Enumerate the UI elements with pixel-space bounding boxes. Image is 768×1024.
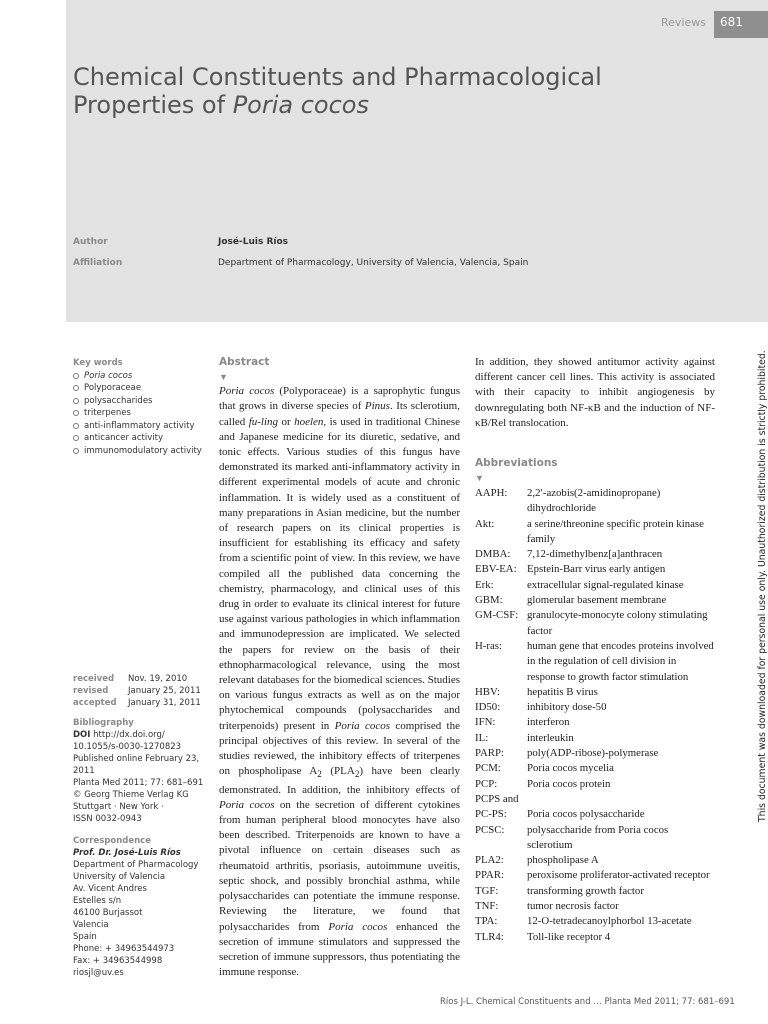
received-date: Nov. 19, 2010: [128, 674, 188, 684]
abbreviation-key: H-ras:: [475, 639, 502, 652]
abbreviation-value: 2,2′-azobis(2-amidinopropane) dihydrochloride: [527, 487, 661, 515]
abbreviation-value: extracellular signal-regulated kinase: [527, 578, 684, 591]
revised-label: revised: [73, 686, 109, 696]
abbreviation-key: PCPS and: [475, 792, 519, 805]
author-label: Author: [73, 237, 108, 247]
bullet-icon: [73, 398, 79, 404]
abbreviations-heading-block: [475, 456, 715, 485]
correspondence-block: [73, 835, 208, 979]
address-line: Valencia: [73, 920, 109, 930]
abbreviation-key: TGF:: [475, 884, 499, 897]
abbreviation-row: [475, 761, 715, 776]
copyright: © Georg Thieme Verlag KG: [73, 790, 189, 800]
fax: Fax: + 34963544998: [73, 956, 163, 966]
abbreviation-key: IL:: [475, 731, 489, 744]
abbreviation-row: [475, 777, 715, 792]
issn: ISSN 0032-0943: [73, 814, 142, 824]
abbreviation-row: [475, 746, 715, 761]
bullet-icon: [73, 385, 79, 391]
abstract-paragraph-continued: In addition, they showed antitumor activity against different cancer cell lines. This activity is associated with their capacity to inhibit angiogenesis by downregulating both NF-κB and the induction of NF-κB/Rel translocation.: [475, 356, 715, 429]
abbreviation-row: [475, 547, 715, 562]
received-label: received: [73, 674, 115, 684]
keyword-item: triterpenes: [73, 407, 208, 420]
abbreviation-value: phospholipase A: [527, 854, 599, 867]
bibliography-block: [73, 717, 208, 825]
page-number: 681: [720, 15, 743, 29]
abbreviation-row: [475, 899, 715, 914]
abbreviation-key: HBV:: [475, 685, 500, 698]
abbreviation-key: GM-CSF:: [475, 609, 519, 622]
correspondence-heading: Correspondence: [73, 836, 151, 846]
abbreviation-value: Poria cocos mycelia: [527, 762, 614, 775]
keyword-item: anticancer activity: [73, 432, 208, 445]
abbreviations-heading: Abbreviations: [475, 457, 558, 469]
abbreviation-row: [475, 823, 715, 854]
abbreviation-value: transforming growth factor: [527, 884, 644, 897]
abbreviation-key: IFN:: [475, 716, 496, 729]
affiliation-value: Department of Pharmacology, University of Valencia, Valencia, Spain: [218, 258, 529, 268]
download-notice: This document was downloaded for personal use only. Unauthorized distribution is strictly prohibited.: [757, 350, 768, 822]
header-band: [66, 0, 768, 322]
abbreviation-value: poly(ADP-ribose)-polymerase: [527, 747, 659, 760]
abstract-column: [219, 355, 460, 980]
keyword-item: anti-inflammatory activity: [73, 420, 208, 433]
abbreviation-key: TNF:: [475, 900, 499, 913]
abstract-continued: [475, 355, 715, 431]
email-link[interactable]: riosjl@uv.es: [73, 968, 124, 978]
abbreviation-key: TPA:: [475, 915, 498, 928]
author-value: José-Luis Ríos: [218, 237, 289, 247]
bullet-icon: [73, 373, 79, 379]
abbreviation-row: [475, 731, 715, 746]
abbreviation-value: human gene that encodes proteins involved in the regulation of cell division in response to growth factor stimulation: [527, 639, 714, 683]
dates-table: [73, 673, 201, 709]
abbreviation-value: Poria cocos protein: [527, 777, 611, 790]
abstract-heading: Abstract: [219, 356, 270, 368]
abbreviation-key: PCP:: [475, 777, 498, 790]
abbreviation-value: polysaccharide from Poria cocos sclerotium: [527, 823, 669, 851]
abbreviation-value: a serine/threonine specific protein kinase family: [527, 517, 704, 545]
title-italic: Poria cocos: [232, 91, 369, 119]
abbreviation-row: [475, 853, 715, 868]
abbreviation-row: [475, 578, 715, 593]
abbreviation-row: [475, 715, 715, 730]
abbreviation-row: [475, 914, 715, 929]
abbreviations-list: [475, 486, 715, 945]
abbreviation-value: interferon: [527, 716, 570, 729]
abbreviation-value: Poria cocos polysaccharide: [527, 808, 645, 821]
citation: Planta Med 2011; 77: 681–691: [73, 778, 204, 788]
abbreviation-row: [475, 608, 715, 639]
keywords-heading: Key words: [73, 358, 123, 368]
address-line: Spain: [73, 932, 97, 942]
abbreviation-value: inhibitory dose-50: [527, 701, 607, 714]
abbreviation-value: Toll-like receptor 4: [527, 930, 611, 943]
abbreviation-row: [475, 685, 715, 700]
abbreviation-row: [475, 868, 715, 883]
article-title: [73, 63, 673, 119]
abbreviation-row: [475, 884, 715, 899]
doi-value[interactable]: 10.1055/s-0030-1270823: [73, 742, 182, 752]
abbreviation-value: 7,12-dimethylbenz[a]anthracen: [527, 548, 663, 561]
keyword-item: Poria cocos: [73, 370, 208, 383]
abbreviation-row: [475, 807, 715, 822]
abbreviation-row: [475, 700, 715, 715]
published-line: Published online February 23,: [73, 754, 200, 764]
abbreviation-value: interleukin: [527, 731, 574, 744]
abbreviation-value: glomerular basement membrane: [527, 594, 667, 607]
publisher-place: Stuttgart · New York ·: [73, 802, 164, 812]
abbreviation-key: PLA2:: [475, 854, 504, 867]
abbreviation-key: AAPH:: [475, 487, 508, 499]
bullet-icon: [73, 410, 79, 416]
bibliography-heading: Bibliography: [73, 718, 134, 728]
affiliation-label: Affiliation: [73, 258, 123, 268]
abbreviation-key: PC-PS:: [475, 808, 507, 821]
abbreviation-row: [475, 593, 715, 608]
abbreviation-value: 12-O-tetradecanoylphorbol 13-acetate: [527, 915, 692, 928]
accepted-label: accepted: [73, 698, 117, 708]
abbreviation-key: PPAR:: [475, 869, 505, 882]
abbreviation-value: tumor necrosis factor: [527, 900, 619, 913]
abbreviation-key: PCSC:: [475, 823, 505, 836]
bullet-icon: [73, 423, 79, 429]
doi-link[interactable]: http://dx.doi.org/: [90, 730, 165, 740]
abbreviation-key: GBM:: [475, 594, 503, 607]
triangle-icon: ▼: [475, 473, 484, 484]
abbreviation-key: TLR4:: [475, 930, 504, 943]
abbreviation-row: [475, 486, 715, 517]
triangle-icon: ▼: [219, 372, 228, 383]
keyword-item: Polyporaceae: [73, 382, 208, 395]
abstract-paragraph: Poria cocos (Polyporaceae) is a saprophytic fungus that grows in diverse species of Pinus. Its sclerotium, called fu-ling or hoelen, is used in traditional Chinese and Japanese medicine for its diuretic, sedative, and tonic effects. Various studies of this fungus have demonstrated its marked anti-inflammatory activity in different experimental models of acute and chronic inflammation. It is widely used as a constituent of many preparations in Asian medicine, but the number of research papers on its clinical properties is insufficient for establishing its efficacy and safety from a scientific point of view. In this review, we have compiled all the published data concerning the chemistry, pharmacology, and clinical uses of this drug in order to evaluate its clinical interest for future use against various pathologies in which inflammation and immunodepression are implicated. We selected the papers for review on the basis of their ethnopharmacological relevance, using the most relevant databases for the biomedical sciences. Studies on various fungus extracts as well as on the major phytochemical compounds (polysaccharides and triterpenoids) present in Poria cocos comprised the principal objectives of this review. In several of the studies reviewed, the inhibitory effects of triterpenes on phospholipase $A_2$ $(PLA_2)$ have been clearly demonstrated. In addition, the inhibitory effects of Poria cocos on the secretion of different cytokines from human peripheral blood monocytes have also been described. Triterpenoids are known to have a pivotal influence on certain diseases such as rheumatoid arthritis, psoriasis, autoimmune uveitis, septic shock, and possibly bronchial asthma, while polysaccharides can potentiate the immune response. Reviewing the literature, we found that polysaccharides from Poria cocos enhanced the secretion of immune stimulators and suppressed the secretion of immune suppressors, thus potentiating the immune response.: [219, 385, 461, 979]
abbreviation-value: Epstein-Barr virus early antigen: [527, 563, 666, 576]
abbreviation-value: [527, 792, 715, 807]
phone: Phone: + 34963544973: [73, 944, 175, 954]
address-line: Av. Vicent Andres: [73, 884, 147, 894]
abbreviation-key: ID50:: [475, 701, 501, 714]
abbreviation-key: PARP:: [475, 747, 505, 760]
abbreviation-value: granulocyte-monocyte colony stimulating factor: [527, 609, 708, 637]
bullet-icon: [73, 435, 79, 441]
abbreviation-row: [475, 792, 715, 807]
correspondent-name: Prof. Dr. José-Luis Ríos: [73, 848, 181, 858]
address-line: Estelles s/n: [73, 896, 122, 906]
abbreviation-value: hepatitis B virus: [527, 685, 598, 698]
address-line: 46100 Burjassot: [73, 908, 143, 918]
address-line: University of Valencia: [73, 872, 166, 882]
abbreviation-key: EBV-EA:: [475, 563, 517, 576]
address-line: Department of Pharmacology: [73, 860, 199, 870]
page-footer: Ríos J-L. Chemical Constituents and … Planta Med 2011; 77: 681–691: [440, 997, 735, 1007]
abbreviation-key: Akt:: [475, 517, 495, 530]
accepted-date: January 31, 2011: [128, 698, 201, 708]
doi-label: DOI: [73, 730, 91, 740]
published-year: 2011: [73, 766, 95, 776]
bullet-icon: [73, 448, 79, 454]
keyword-item: immunomodulatory activity: [73, 445, 208, 458]
keywords-block: [73, 357, 208, 457]
abbreviation-key: PCM:: [475, 762, 501, 775]
abbreviation-value: peroxisome proliferator-activated receptor: [527, 869, 710, 882]
abbreviation-row: [475, 639, 715, 685]
abbreviation-row: [475, 562, 715, 577]
abbreviation-key: Erk:: [475, 578, 494, 591]
abbreviation-row: [475, 930, 715, 945]
abbreviation-row: [475, 517, 715, 548]
section-tag: Reviews: [661, 16, 706, 29]
abbreviation-key: DMBA:: [475, 548, 511, 561]
revised-date: January 25, 2011: [128, 686, 201, 696]
title-text: Chemical Constituents and Pharmacological Properties of: [73, 63, 602, 119]
keyword-item: polysaccharides: [73, 395, 208, 408]
